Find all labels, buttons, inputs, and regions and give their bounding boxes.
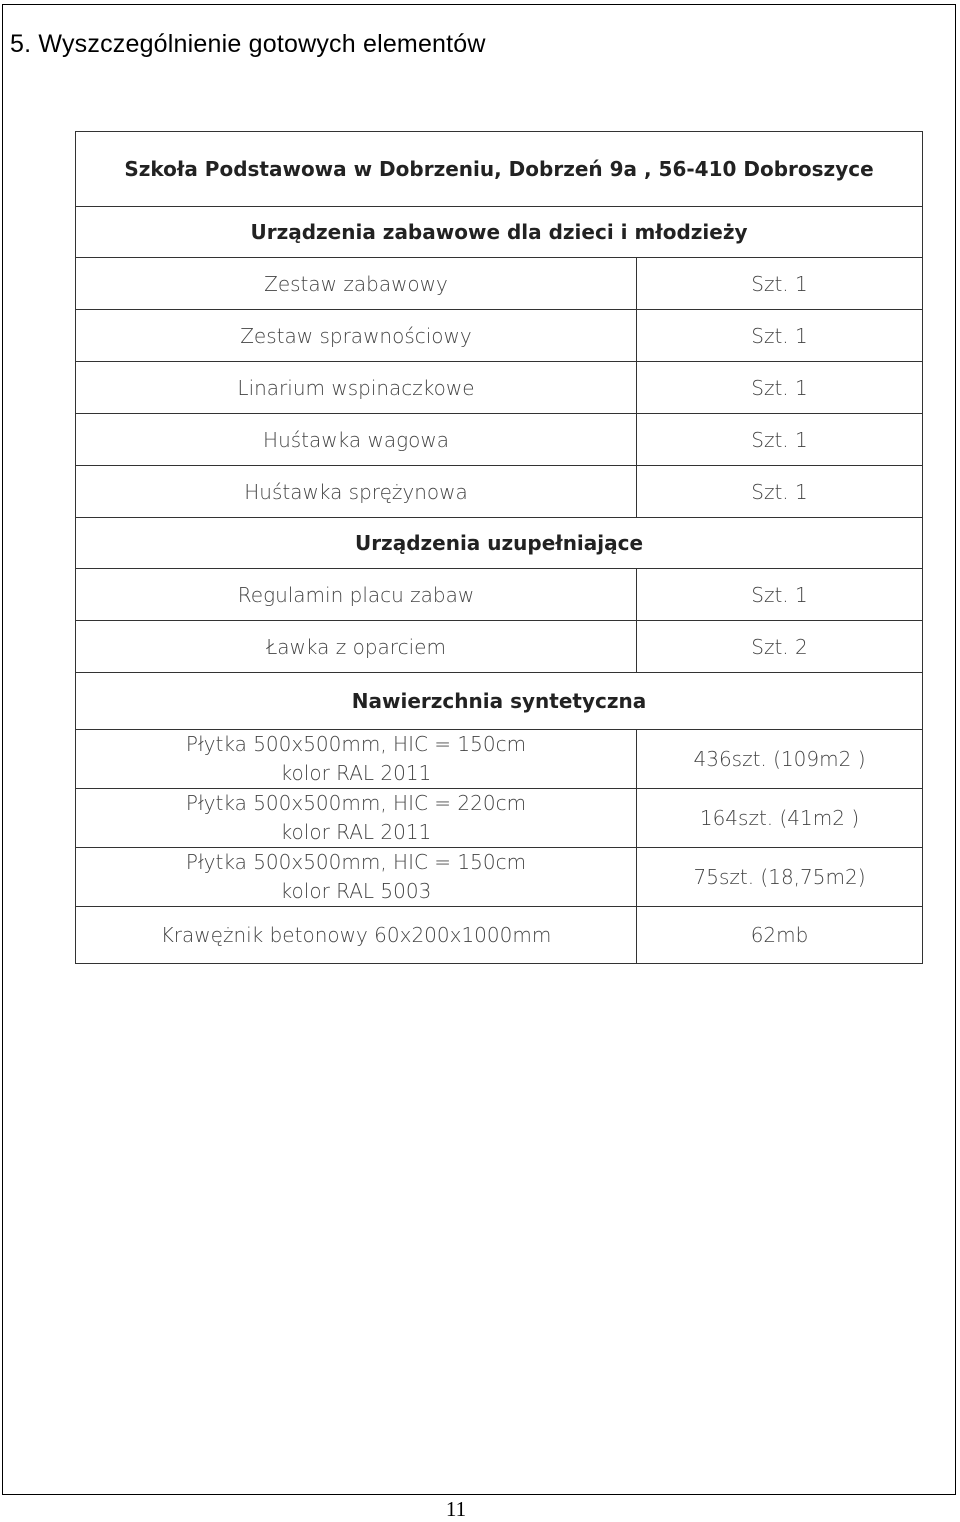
item-name: Krawężnik betonowy 60x200x1000mm [76, 907, 637, 964]
section-header: Nawierzchnia syntetyczna [76, 673, 923, 730]
table-row [76, 569, 923, 621]
table-row [76, 362, 923, 414]
item-name [76, 848, 637, 907]
item-name [76, 789, 637, 848]
table-row [76, 789, 923, 848]
section-header: Urządzenia zabawowe dla dzieci i młodzieży [76, 207, 923, 258]
item-name-line: Płytka 500x500mm, HIC = 220cm [185, 791, 527, 815]
item-name-line: kolor RAL 5003 [280, 879, 432, 903]
item-quantity: 436szt. (109m2 ) [637, 730, 923, 789]
item-name: Huśtawka wagowa [76, 414, 637, 466]
table-row [76, 414, 923, 466]
item-quantity: Szt. 2 [637, 621, 923, 673]
item-quantity: Szt. 1 [637, 569, 923, 621]
item-quantity: Szt. 1 [637, 310, 923, 362]
equipment-table [75, 131, 923, 964]
table-row [76, 730, 923, 789]
item-name: Ławka z oparciem [76, 621, 637, 673]
table-row [76, 907, 923, 964]
item-quantity: 75szt. (18,75m2) [637, 848, 923, 907]
table-row [76, 466, 923, 518]
page-number: 11 [445, 1497, 467, 1521]
item-name: Huśtawka sprężynowa [76, 466, 637, 518]
table-title: Szkoła Podstawowa w Dobrzeniu, Dobrzeń 9a , 56-410 Dobroszyce [76, 132, 923, 207]
item-name: Zestaw zabawowy [76, 258, 637, 310]
item-name: Regulamin placu zabaw [76, 569, 637, 621]
item-quantity: 164szt. (41m2 ) [637, 789, 923, 848]
item-name [76, 730, 637, 789]
item-name-line: Płytka 500x500mm, HIC = 150cm [185, 850, 527, 874]
table-row [76, 310, 923, 362]
table-row [76, 621, 923, 673]
item-name-line: kolor RAL 2011 [280, 761, 432, 785]
item-name: Zestaw sprawnościowy [76, 310, 637, 362]
item-name-line: kolor RAL 2011 [280, 820, 432, 844]
section-heading: 5. Wyszczególnienie gotowych elementów [10, 30, 486, 58]
item-quantity: Szt. 1 [637, 466, 923, 518]
item-quantity: 62mb [637, 907, 923, 964]
table-row [76, 258, 923, 310]
item-quantity: Szt. 1 [637, 258, 923, 310]
item-quantity: Szt. 1 [637, 362, 923, 414]
item-name-line: Płytka 500x500mm, HIC = 150cm [185, 732, 527, 756]
section-header: Urządzenia uzupełniające [76, 518, 923, 569]
item-quantity: Szt. 1 [637, 414, 923, 466]
item-name: Linarium wspinaczkowe [76, 362, 637, 414]
table-row [76, 848, 923, 907]
